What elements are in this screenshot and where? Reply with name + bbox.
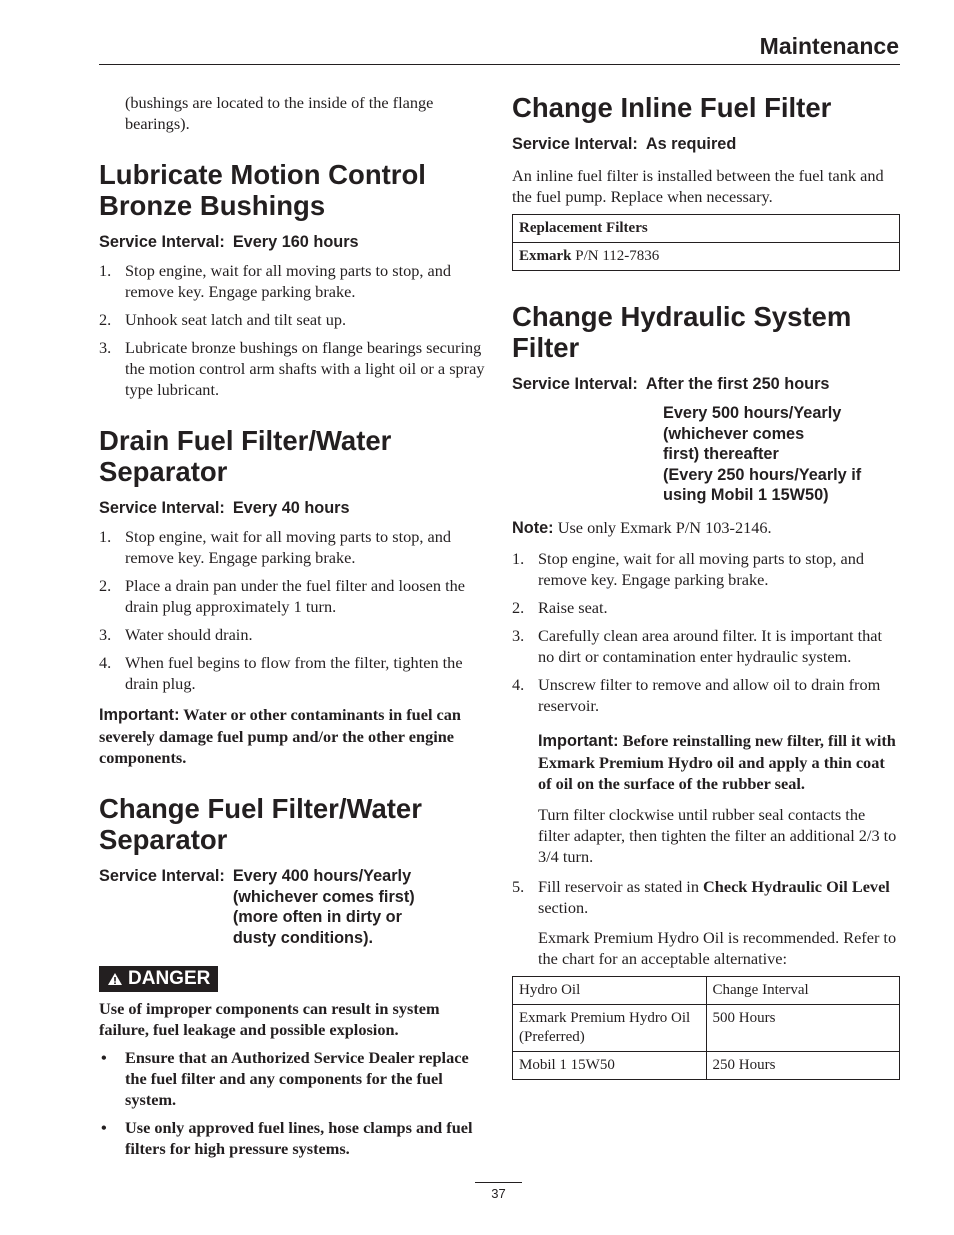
service-interval-value: using Mobil 1 15W50) <box>663 486 829 504</box>
hydraulic-step-5 <box>512 876 900 918</box>
service-interval-value: (Every 250 hours/Yearly if <box>663 465 862 484</box>
table-row <box>513 214 900 242</box>
hydraulic-title: Change Hydraulic System Filter <box>512 300 852 363</box>
list-item: 3. Water should drain. <box>99 625 253 644</box>
service-interval-value: dusty conditions). <box>232 928 374 947</box>
table-row <box>513 242 900 270</box>
intro-text: (bushings are located to the inside of the flange bearings). <box>125 93 434 133</box>
service-interval-value: (whichever comes <box>663 424 805 443</box>
change-fuel-title: Change Fuel Filter/Water Separator <box>99 793 422 855</box>
page-number: 37 <box>491 1186 506 1201</box>
table-cell: Exmark P/N 112-7836 <box>513 242 900 270</box>
list-item: 4. Unscrew filter to remove and allow oil to drain from reservoir. <box>512 674 881 715</box>
left-column <box>99 92 487 1166</box>
list-item: 3. Carefully clean area around filter. It is important that no dirt or contamination enter hydraulic system. <box>512 625 883 666</box>
service-interval-label: Service Interval: <box>99 498 225 517</box>
table-row <box>513 1004 900 1051</box>
header-rule <box>99 64 900 65</box>
hydraulic-steps <box>512 548 900 716</box>
service-interval-label: Service Interval: <box>512 374 638 393</box>
list-item: 1. Stop engine, wait for all moving parts to stop, and remove key. Engage parking brake. <box>99 527 452 567</box>
hydraulic-important <box>512 730 900 794</box>
danger-text: Use of improper components can result in system failure, fuel leakage and possible explosion. <box>99 999 440 1039</box>
table-cell: 250 Hours <box>706 1051 900 1079</box>
lube-service-interval <box>99 232 487 253</box>
inline-description: An inline fuel filter is installed between the fuel tank and the fuel pump. Replace when necessary. <box>512 165 884 206</box>
service-interval-value: (whichever comes first) <box>232 887 415 906</box>
important-label: Important: <box>99 706 180 724</box>
list-item: 2. Raise seat. <box>512 597 608 617</box>
service-interval-label: Service Interval: <box>99 233 225 251</box>
list-item: 2. Place a drain pan under the fuel filter and loosen the drain plug approximately 1 turn. <box>99 576 465 616</box>
lube-steps <box>99 260 487 400</box>
service-interval-value: As required <box>645 135 737 153</box>
hydraulic-note <box>512 517 900 539</box>
hydraulic-service-interval <box>512 374 900 395</box>
table-cell: 500 Hours <box>706 1004 900 1051</box>
danger-label: DANGER <box>128 968 211 989</box>
service-interval-label: Service Interval: <box>512 135 638 153</box>
list-item: 4. When fuel begins to flow from the filter, tighten the drain plug. <box>99 653 463 693</box>
note-label: Note: <box>512 518 554 537</box>
list-item: 1. Stop engine, wait for all moving parts to stop, and remove key. Engage parking brake. <box>512 548 865 589</box>
drain-service-interval <box>99 498 487 519</box>
service-interval-label: Service Interval: <box>99 867 225 885</box>
service-interval-value: first) thereafter <box>663 445 779 463</box>
list-item: 2. Unhook seat latch and tilt seat up. <box>99 309 347 329</box>
table-header-cell: Change Interval <box>706 976 900 1004</box>
lube-title: Lubricate Motion Control Bronze Bushings <box>99 159 426 221</box>
section-title: Maintenance <box>759 33 899 59</box>
turn-filter-text: Turn filter clockwise until rubber seal contacts the filter adapter, then tighten the filter an additional 2/3 to 3/4 turn. <box>538 804 897 866</box>
hydro-oil-table <box>512 976 900 1080</box>
list-item: • Ensure that an Authorized Service Dealer replace the fuel filter and any components for the fuel system. <box>101 1048 469 1109</box>
inline-service-interval <box>512 134 900 155</box>
important-text: Before reinstalling new filter, fill it with Exmark Premium Hydro oil and apply a thin coat of oil on the surface of the rubber seal. <box>538 730 896 793</box>
service-interval-value: After the first 250 hours <box>645 374 830 393</box>
service-interval-value: Every 160 hours <box>232 233 359 251</box>
service-interval-value: Every 400 hours/Yearly <box>232 867 412 885</box>
service-interval-value: Every 40 hours <box>232 498 350 517</box>
list-item: 5. Fill reservoir as stated in Check Hydraulic Oil Level section. <box>512 876 890 917</box>
service-interval-value: Every 500 hours/Yearly <box>663 404 842 422</box>
table-row <box>513 1051 900 1079</box>
drain-steps <box>99 526 487 694</box>
danger-badge <box>99 966 218 992</box>
note-text: Use only Exmark P/N 103-2146. <box>557 517 772 537</box>
inline-title: Change Inline Fuel Filter <box>512 92 832 123</box>
warning-triangle-icon <box>107 972 123 986</box>
service-interval-value: (more often in dirty or <box>232 908 402 926</box>
footer-rule <box>475 1182 522 1183</box>
list-item: • Use only approved fuel lines, hose clamps and fuel filters for high pressure systems. <box>101 1118 473 1158</box>
replacement-filters-table <box>512 214 900 271</box>
drain-important <box>99 704 487 768</box>
important-label: Important: <box>538 731 619 750</box>
table-header-cell: Hydro Oil <box>513 976 707 1004</box>
change-fuel-service-interval <box>99 866 487 948</box>
recommend-text: Exmark Premium Hydro Oil is recommended. Refer to the chart for an acceptable alternative: <box>538 927 897 968</box>
danger-bullets <box>99 1047 487 1159</box>
right-column <box>512 92 900 1080</box>
table-row <box>513 976 900 1004</box>
danger-block <box>99 966 487 1159</box>
list-item: 3. Lubricate bronze bushings on flange bearings securing the motion control arm shafts with a light oil or a spray type lubricant. <box>99 337 485 399</box>
table-header-cell: Replacement Filters <box>513 214 900 242</box>
table-cell: Mobil 1 15W50 <box>513 1051 707 1079</box>
important-text: Water or other contaminants in fuel can severely damage fuel pump and/or the other engine components. <box>99 705 461 767</box>
hydraulic-service-interval-2 <box>512 403 900 506</box>
drain-title: Drain Fuel Filter/Water Separator <box>99 424 392 487</box>
list-item: 1. Stop engine, wait for all moving parts to stop, and remove key. Engage parking brake. <box>99 260 452 301</box>
table-cell: Exmark Premium Hydro Oil (Preferred) <box>513 1004 707 1051</box>
